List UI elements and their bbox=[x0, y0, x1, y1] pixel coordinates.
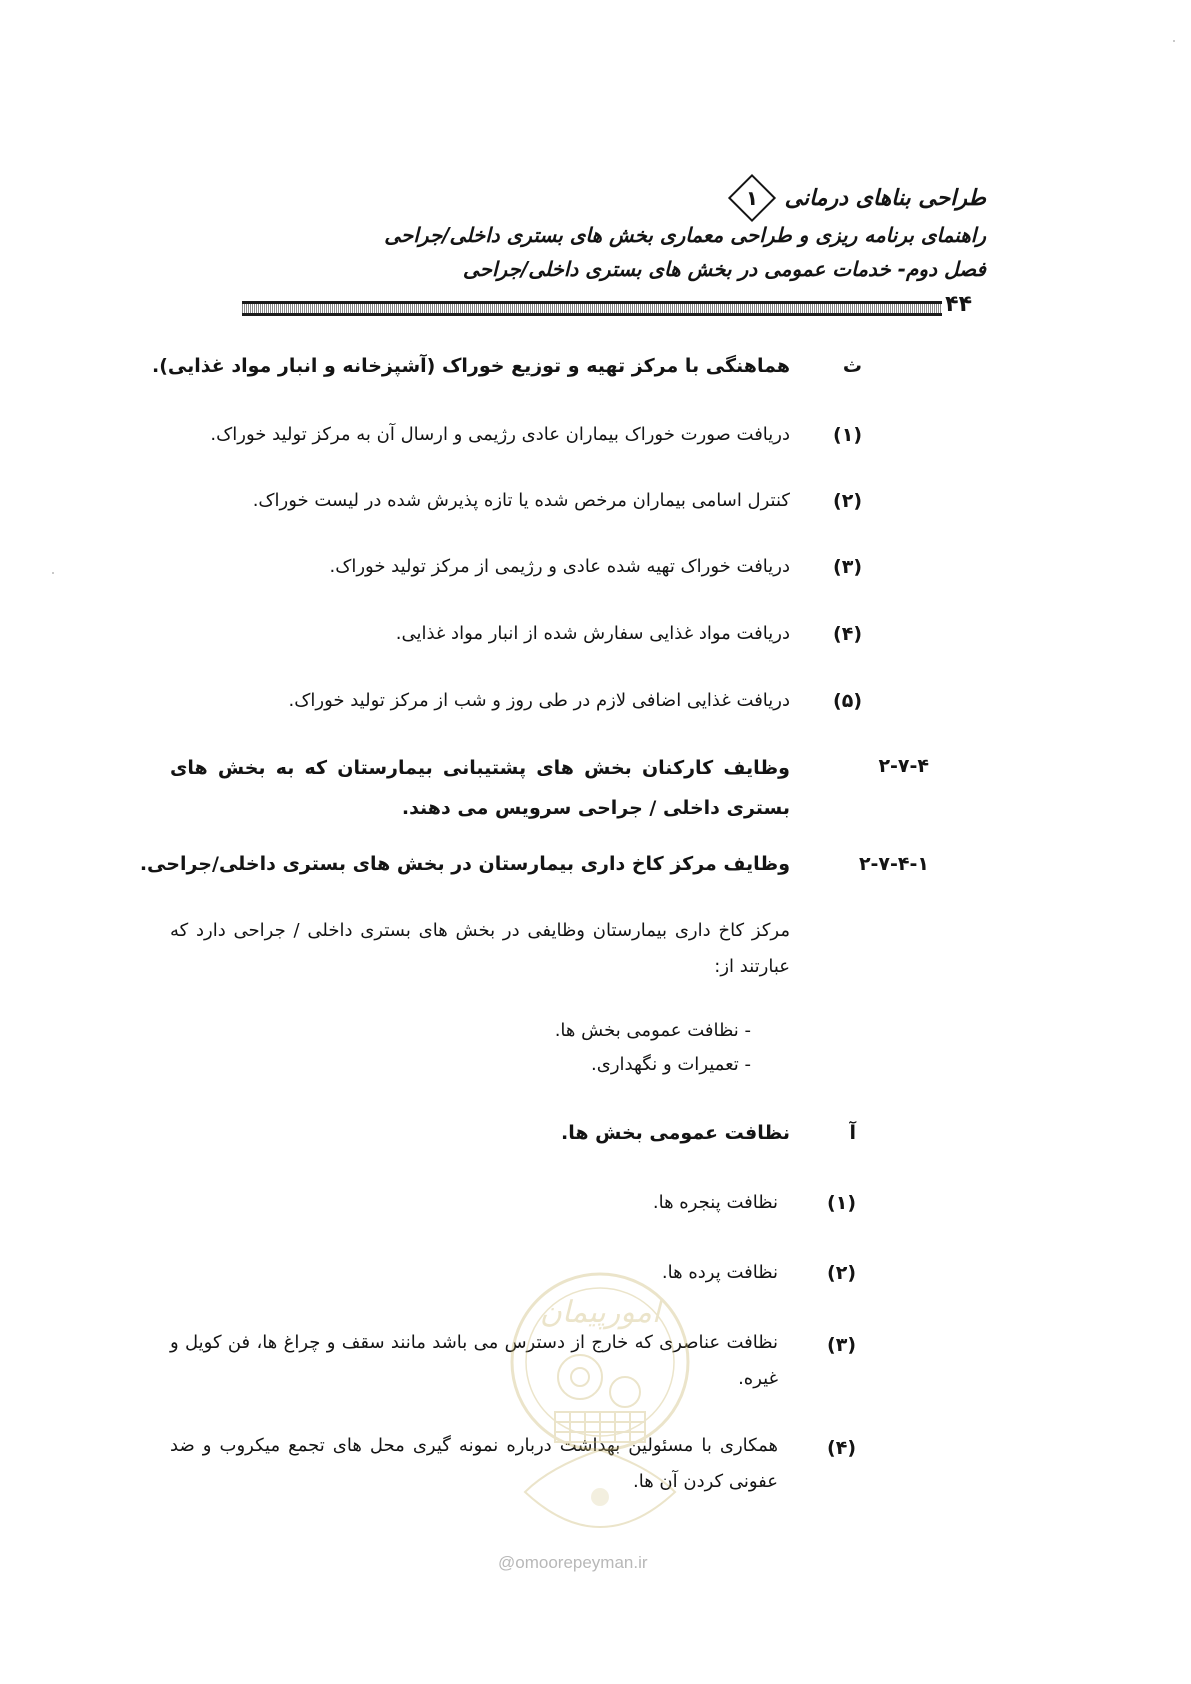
book-title-text: طراحی بناهای درمانی bbox=[784, 185, 986, 211]
watermark-logo bbox=[500, 1252, 700, 1552]
list-item-text: نظافت پنجره ها. bbox=[652, 1192, 778, 1213]
list-item-number: (۱) bbox=[833, 424, 862, 446]
list-item-text: کنترل اسامی بیماران مرخص شده یا تازه پذیرش شده در لیست خوراک. bbox=[252, 490, 790, 511]
section-247-title: وظایف کارکنان بخش های پشتیبانی بیمارستان که به بخش های بستری داخلی / جراحی سرویس می دهند. bbox=[170, 757, 790, 819]
book-number: ۱ bbox=[745, 186, 758, 210]
section-a-marker: آ bbox=[849, 1122, 856, 1144]
watermark-site: @omoorepeyman.ir bbox=[498, 1553, 648, 1572]
list-item-text: نظافت پرده ها. bbox=[661, 1262, 778, 1283]
svg-text:امورپیمان: امورپیمان bbox=[539, 1295, 661, 1330]
list-item-number: (۴) bbox=[827, 1437, 856, 1459]
section-th-marker: ث bbox=[842, 355, 862, 377]
list-item-text: همکاری با مسئولین بهداشت درباره نمونه گیری محل های تجمع میکروب و ضد عفونی کردن آن ها. bbox=[170, 1435, 778, 1492]
bullet-item: - تعمیرات و نگهداری. bbox=[591, 1054, 751, 1075]
scan-mark bbox=[52, 572, 54, 574]
list-item-text: دریافت مواد غذایی سفارش شده از انبار مواد غذایی. bbox=[395, 623, 790, 644]
guide-title: راهنمای برنامه ریزی و طراحی معماری بخش های بستری داخلی/جراحی bbox=[384, 223, 986, 247]
list-item-text: نظافت عناصری که خارج از دسترس می باشد مانند سقف و چراغ ها، فن کویل و غیره. bbox=[170, 1332, 778, 1389]
list-item-number: (۳) bbox=[833, 556, 862, 578]
header-rule bbox=[242, 301, 942, 316]
section-th-title: هماهنگی با مرکز تهیه و توزیع خوراک (آشپزخانه و انبار مواد غذایی). bbox=[152, 355, 790, 377]
list-item-text: دریافت صورت خوراک بیماران عادی رژیمی و ارسال آن به مرکز تولید خوراک. bbox=[210, 424, 790, 445]
list-item-text: دریافت غذایی اضافی لازم در طی روز و شب از مرکز تولید خوراک. bbox=[288, 690, 790, 711]
list-item-number: (۴) bbox=[833, 623, 862, 645]
list-item-number: (۲) bbox=[833, 490, 862, 512]
section-2471-title: وظایف مرکز کاخ داری بیمارستان در بخش های بستری داخلی/جراحی. bbox=[139, 853, 790, 875]
book-title bbox=[731, 181, 986, 215]
section-247-number: ۲-۷-۴ bbox=[878, 755, 929, 777]
chapter-title: فصل دوم- خدمات عمومی در بخش های بستری داخلی/جراحی bbox=[462, 257, 986, 281]
section-2471-intro: مرکز کاخ داری بیمارستان وظایفی در بخش های بستری داخلی / جراحی دارد که عبارتند از: bbox=[170, 920, 790, 977]
list-item-number: (۳) bbox=[827, 1334, 856, 1356]
bullet-item: - نظافت عمومی بخش ها. bbox=[554, 1020, 751, 1041]
list-item-text: دریافت خوراک تهیه شده عادی و رژیمی از مرکز تولید خوراک. bbox=[329, 556, 790, 577]
list-item-number: (۲) bbox=[827, 1262, 856, 1284]
scan-mark bbox=[1173, 40, 1175, 42]
page-number: ۴۴ bbox=[945, 292, 972, 317]
book-number-badge bbox=[728, 174, 776, 222]
list-item-number: (۱) bbox=[827, 1192, 856, 1214]
list-item-number: (۵) bbox=[833, 690, 862, 712]
section-2471-number: ۲-۷-۴-۱ bbox=[858, 853, 929, 875]
section-a-title: نظافت عمومی بخش ها. bbox=[560, 1122, 790, 1144]
